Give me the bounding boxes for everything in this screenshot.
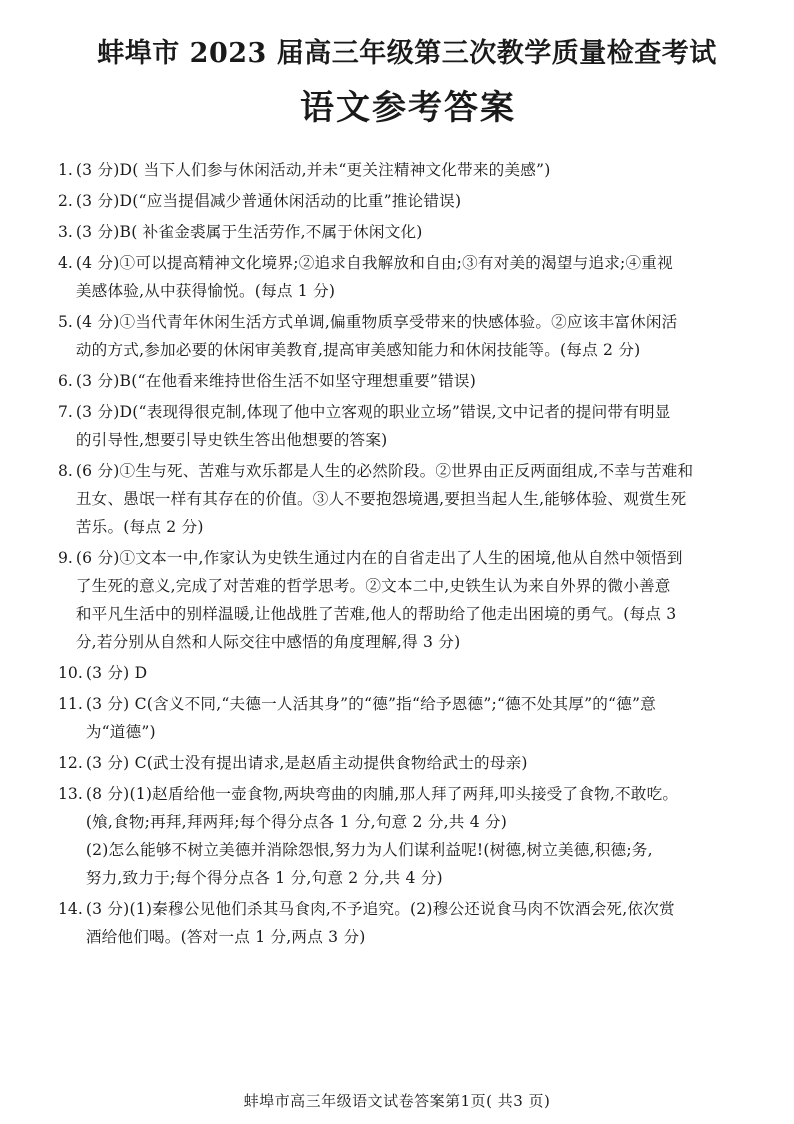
page-subtitle: 语文参考答案 — [300, 88, 516, 128]
answer-item — [58, 367, 748, 395]
answer-line: 丑女、愚氓一样有其存在的价值。③人不要抱怨境遇,要担当起人生,能够体验、观赏生死 — [75, 490, 687, 508]
answer-text — [86, 690, 748, 746]
answer-line: (3 分) C(含义不同,“夫德一人活其身”的“德”指“给予恩德”;“德不处其厚”的“德”意 — [85, 695, 656, 713]
answer-text — [86, 749, 748, 777]
answer-text — [76, 457, 748, 541]
answer-number: 12. — [58, 754, 83, 772]
answer-line: (6 分)①文本一中,作家认为史铁生通过内在的自省走出了人生的困境,他从自然中领悟到 — [75, 549, 683, 567]
answer-line: (3 分) C(武士没有提出请求,是赵盾主动提供食物给武士的母亲) — [85, 754, 528, 772]
answer-number: 14. — [58, 900, 83, 918]
answer-text — [76, 398, 748, 454]
answer-line: (3 分)B( 补雀金裘属于生活劳作,不属于休闲文化) — [75, 223, 423, 241]
answer-number: 1. — [58, 161, 73, 179]
answer-line: 和平凡生活中的别样温暖,让他战胜了苦难,他人的帮助给了他走出困境的勇气。(每点 3 — [75, 605, 677, 623]
answer-text — [86, 780, 748, 892]
answer-line: (3 分)D(“应当提倡减少普通休闲活动的比重”推论错误) — [75, 192, 462, 210]
answer-item — [58, 249, 748, 305]
answer-line: (3 分)(1)秦穆公见他们杀其马食肉,不予追究。(2)穆公还说食马肉不饮酒会死,依次赏 — [85, 900, 675, 918]
answer-line: (6 分)①生与死、苦难与欢乐都是人生的必然阶段。②世界由正反两面组成,不幸与苦难和 — [75, 462, 694, 480]
answer-number: 9. — [58, 549, 73, 567]
answer-line: (3 分)D( 当下人们参与休闲活动,并未“更关注精神文化带来的美感”) — [75, 161, 551, 179]
answer-text — [76, 544, 748, 656]
answer-line: (8 分)(1)赵盾给他一壶食物,两块弯曲的肉脯,那人拜了两拜,叩头接受了食物,不敢吃。 — [85, 785, 679, 803]
answer-number: 11. — [58, 695, 83, 713]
answer-text — [76, 308, 748, 364]
answer-line: 美感体验,从中获得愉悦。(每点 1 分) — [75, 282, 336, 300]
answer-item — [58, 749, 748, 777]
answer-item — [58, 895, 748, 951]
answer-line: (3 分) D — [85, 664, 148, 682]
answer-item — [58, 457, 748, 541]
answer-line: 酒给他们喝。(答对一点 1 分,两点 3 分) — [85, 928, 366, 946]
page-title: 蚌埠市 2023 届高三年级第三次教学质量检查考试 — [97, 38, 717, 69]
answer-text — [86, 659, 748, 687]
answer-number: 3. — [58, 223, 73, 241]
answer-text — [76, 218, 748, 246]
answer-line: (4 分)①当代青年休闲生活方式单调,偏重物质享受带来的快感体验。②应该丰富休闲活 — [75, 313, 678, 331]
page-footer: 蚌埠市高三年级语文试卷答案第1页( 共3 页) — [243, 1092, 551, 1110]
answer-number: 10. — [58, 664, 83, 682]
answer-line: (3 分)D(“表现得很克制,体现了他中立客观的职业立场”错误,文中记者的提问带有明显 — [75, 403, 671, 421]
answer-line: 努力,致力于;每个得分点各 1 分,句意 2 分,共 4 分) — [85, 869, 443, 887]
answer-number: 8. — [58, 462, 73, 480]
answer-text — [76, 156, 748, 184]
answer-item — [58, 308, 748, 364]
answer-item — [58, 780, 748, 892]
answer-number: 7. — [58, 403, 73, 421]
answer-text — [76, 249, 748, 305]
answer-number: 5. — [58, 313, 73, 331]
answer-number: 2. — [58, 192, 73, 210]
answer-item — [58, 156, 748, 184]
answer-number: 13. — [58, 785, 83, 803]
answer-line: 苦乐。(每点 2 分) — [75, 518, 204, 536]
answer-line: (2)怎么能够不树立美德并消除怨恨,努力为人们谋利益呢!(树德,树立美德,积德;务, — [85, 841, 653, 859]
answer-item — [58, 187, 748, 215]
answer-number: 6. — [58, 372, 73, 390]
answer-line: 分,若分别从自然和人际交往中感悟的角度理解,得 3 分) — [75, 633, 461, 651]
answer-list — [58, 156, 748, 951]
answer-text — [76, 187, 748, 215]
answer-line: (3 分)B(“在他看来维持世俗生活不如坚守理想重要”错误) — [75, 372, 476, 390]
answer-line: 了生死的意义,完成了对苦难的哲学思考。②文本二中,史铁生认为来自外界的微小善意 — [75, 577, 671, 595]
answer-text — [86, 895, 748, 951]
answer-number: 4. — [58, 254, 73, 272]
answer-item — [58, 218, 748, 246]
answer-item — [58, 398, 748, 454]
answer-line: 动的方式,参加必要的休闲审美教育,提高审美感知能力和休闲技能等。(每点 2 分) — [75, 341, 641, 359]
answer-line: 为“道德”) — [85, 723, 156, 741]
answer-line: 的引导性,想要引导史铁生答出他想要的答案) — [75, 431, 388, 449]
answer-line: (飧,食物;再拜,拜两拜;每个得分点各 1 分,句意 2 分,共 4 分) — [85, 813, 508, 831]
answer-text — [76, 367, 748, 395]
answer-item — [58, 659, 748, 687]
answer-item — [58, 690, 748, 746]
answer-line: (4 分)①可以提高精神文化境界;②追求自我解放和自由;③有对美的渴望与追求;④重视 — [75, 254, 673, 272]
answer-item — [58, 544, 748, 656]
